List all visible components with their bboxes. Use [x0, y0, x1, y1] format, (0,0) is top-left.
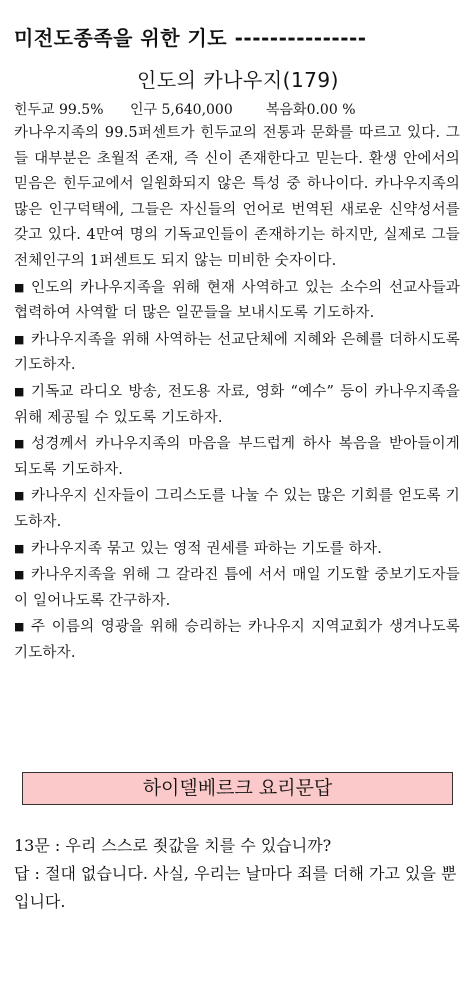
bullet-icon: ■ [14, 568, 25, 582]
bullet-icon: ■ [14, 437, 25, 451]
catechism-question: 13문 : 우리 스스로 죗값을 치를 수 있습니까? [14, 836, 332, 855]
prayer-item [14, 327, 460, 379]
prayer-text: 인도의 카나우지족을 위해 현재 사역하고 있는 소수의 선교사들과 협력하여 사역할 더 많은 일꾼들을 보내시도록 기도하자. [14, 279, 460, 322]
prayer-item [14, 431, 460, 483]
prayer-item [14, 562, 460, 614]
prayer-item [14, 379, 460, 431]
evangelized-stat: 복음화0.00 % [266, 102, 356, 118]
people-group-title: 인도의 카나우지(179) [137, 68, 339, 92]
prayer-text: 기독교 라디오 방송, 전도용 자료, 영화 “예수” 등이 카나우지족을 위해 제공될 수 있도록 기도하자. [14, 383, 460, 426]
prayer-text: 카나우지족 묶고 있는 영적 권세를 파하는 기도를 하자. [31, 540, 383, 557]
prayer-item [14, 614, 460, 666]
prayer-text: 주 이름의 영광을 위해 승리하는 카나우지 지역교회가 생겨나도록 기도하자. [14, 619, 460, 661]
prayer-item [14, 536, 460, 563]
prayer-text: 카나우지족을 위해 그 갈라진 틈에 서서 매일 기도할 중보기도자들이 일어나도록 간구하자. [14, 567, 460, 609]
bullet-icon: ■ [14, 541, 25, 555]
bullet-icon: ■ [14, 280, 25, 294]
catechism-answer: 답 : 절대 없습니다. 사실, 우리는 날마다 죄를 더해 가고 있을 뿐입니다. [14, 864, 457, 911]
bullet-icon: ■ [14, 384, 25, 398]
prayer-item [14, 483, 460, 535]
catechism-qa [14, 832, 460, 916]
prayer-text: 카나우지 신자들이 그리스도를 나눌 수 있는 많은 기회를 얻도록 기도하자. [14, 488, 460, 530]
catechism-banner: 하이델베르크 요리문답 [22, 772, 453, 805]
bullet-icon: ■ [14, 332, 25, 346]
bullet-icon: ■ [14, 489, 25, 503]
prayer-text: 성경께서 카나우지족의 마음을 부드럽게 하사 복음을 받아들이게 되도록 기도하자. [14, 436, 460, 478]
bullet-icon: ■ [14, 620, 25, 634]
prayer-text: 카나우지족을 위해 사역하는 선교단체에 지혜와 은혜를 더하시도록 기도하자. [14, 331, 460, 374]
section-title: 미전도종족을 위한 기도 --------------- [14, 26, 367, 50]
prayer-content [14, 121, 460, 666]
statistics-line [14, 99, 464, 119]
prayer-item [14, 275, 460, 327]
religion-stat: 힌두교 99.5% [14, 102, 104, 118]
intro-paragraph: 카나우지족의 99.5퍼센트가 힌두교의 전통과 문화를 따르고 있다. 그들 대부분은 초월적 존재, 즉 신이 존재한다고 믿는다. 환생 안에서의 믿음은 힌두교에서 일원화되지 않은 특성 중 하나이다. 카나우지족의 많은 인구덕택에, 그들은 자신들의 언어로 번역된 새로운 신약성서를 갖고 있다. 4만여 명의 기독교인들이 존재하기는 하지만, 실제로 그들 전체인구의 1퍼센트도 되지 않는 미비한 숫자이다. [14, 125, 460, 269]
population-stat: 인구 5,640,000 [130, 102, 233, 118]
